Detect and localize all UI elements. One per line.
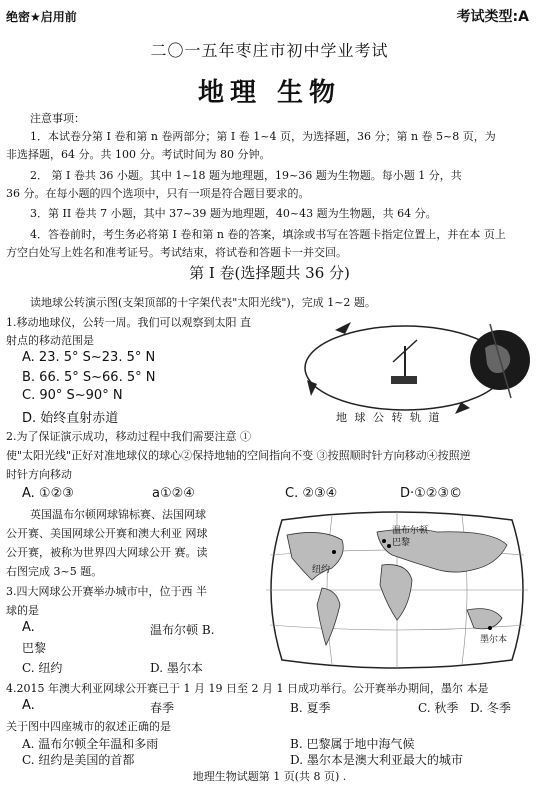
notice-heading: 注意事项： [30, 112, 85, 125]
city-marker-melbourne [488, 626, 492, 630]
q3-option-a-text[interactable]: 温布尔顿 B. [150, 623, 215, 637]
q4-option-c[interactable]: C. 秋季 [418, 701, 459, 715]
notice-item-4-cont: 方空白处写上姓名和准考证号。考试结束，将试卷和答题卡一并交回。 [6, 246, 347, 259]
q3-stem-cont: 球的是 [6, 604, 39, 617]
q4-option-a-text[interactable]: 春季 [150, 701, 175, 715]
q5-option-b[interactable]: B. 巴黎属于地中海气候 [290, 737, 415, 751]
q2-option-d[interactable]: D·①②③© [400, 486, 463, 501]
q5-option-d[interactable]: D. 墨尔本是澳大利亚最大的城市 [290, 753, 463, 767]
tennis-intro: 英国温布尔顿网球锦标赛、法国网球 [30, 508, 206, 521]
section-heading: 第 I 卷(选择题共 36 分) [189, 264, 350, 282]
page-footer: 地理生物试题第 1 页(共 8 页) . [192, 770, 347, 783]
q1-option-a[interactable]: A. 23. 5° S~23. 5° N [22, 350, 156, 365]
q1-option-b[interactable]: B. 66. 5° S~66. 5° N [22, 370, 156, 385]
q1-stem: 1.移动地球仪，公转一周。我们可以观察到太阳 直 [6, 316, 251, 329]
q5-option-c[interactable]: C. 纽约是美国的首都 [22, 753, 135, 767]
q4-option-b[interactable]: B. 夏季 [290, 701, 331, 715]
q3-stem: 3.四大网球公开赛举办城市中，位于西 半 [6, 585, 207, 598]
map-label-paris: 巴黎 [392, 538, 411, 548]
q1-option-c[interactable]: C. 90° S~90° N [22, 388, 123, 403]
q4-option-d[interactable]: D. 冬季 [470, 701, 511, 715]
notice-item-1-cont: 非选择题，64 分。共 100 分。考试时间为 80 分钟。 [6, 148, 271, 161]
tennis-intro-2: 公开赛、美国网球公开赛和澳大利亚 网球 [6, 527, 208, 540]
q2-option-b[interactable]: a①②④ [152, 486, 195, 501]
map-label-newyork: 纽约 [312, 565, 331, 575]
orbit-label: 地 球 公 转 轨 道 [336, 411, 442, 424]
subject-title: 地理 生物 [197, 78, 342, 108]
orbit-arrow [307, 380, 317, 396]
q2-stem-cont: 使"太阳光线"正好对准地球仪的球心②保持地轴的空间指向不变 ③按照顺时针方向移动④按照逆 [6, 449, 471, 462]
city-marker-paris [387, 544, 391, 548]
notice-item-3: 3．第 II 卷共 7 小题，其中 37~39 题为地理题，40~43 题为生物题，共 64 分。 [30, 207, 437, 220]
q2-stem: 2.为了保证演示成功，移动过程中我们需要注意 ① [6, 430, 251, 443]
q2-stem-cont2: 时针方向移动 [6, 468, 72, 481]
q3-option-c[interactable]: C. 纽约 [22, 661, 63, 675]
q3-option-d[interactable]: D. 墨尔本 [150, 661, 203, 675]
q4-stem: 4.2015 年澳大利亚网球公开赛已于 1 月 19 日至 2 月 1 日成功举行。公开赛举办期间，墨尔 本是 [6, 682, 489, 695]
q5-stem: 关于图中四座城市的叙述正确的是 [6, 720, 171, 733]
notice-item-2-cont: 36 分。在每小题的四个选项中，只有一项是符合题目要求的。 [6, 187, 310, 200]
exam-title: 二〇一五年枣庄市初中学业考试 [150, 41, 389, 60]
question-intro: 读地球公转演示图(支架顶部的十字架代表"太阳光线")，完成 1~2 题。 [30, 296, 376, 309]
q1-stem-cont: 射点的移动范围是 [6, 334, 94, 347]
city-marker-newyork [332, 550, 336, 554]
q5-option-a[interactable]: A. 温布尔顿全年温和多雨 [22, 737, 159, 751]
orbit-arrow [335, 322, 351, 334]
q1-option-d[interactable]: D. 始终直射赤道 [22, 411, 119, 426]
city-marker-wimbledon [382, 539, 386, 543]
exam-type-label: 考试类型:A [456, 9, 529, 25]
notice-item-4: 4．答卷前时，考生务必将第 I 卷和第 n 卷的答案，填涂或书写在答题卡指定位置上，并在本 页上 [30, 228, 506, 241]
map-label-melbourne: 墨尔本 [480, 635, 508, 645]
tennis-intro-4: 右图完成 3~5 题。 [6, 565, 103, 578]
tennis-intro-3: 公开赛，被称为世界四大网球公开 赛。读 [6, 546, 208, 559]
notice-item-2: 2． 第 I 卷共 36 小题。其中 1~18 题为地理题，19~36 题为生物题。每小题 1 分，共 [30, 169, 462, 182]
q3-option-b-text[interactable]: 巴黎 [22, 641, 47, 655]
q2-option-c[interactable]: C. ②③④ [285, 486, 338, 501]
confidential-label: 绝密★启用前 [6, 10, 77, 24]
map-label-wimbledon: 温布尔顿 [392, 526, 429, 536]
stand-base [391, 376, 417, 384]
q4-option-a[interactable]: A. [22, 698, 35, 713]
q3-option-a[interactable]: A. [22, 620, 35, 635]
notice-item-1: 1．本试卷分第 I 卷和第 n 卷两部分；第 I 卷 1~4 页，为选择题，36 分；第 n 卷 5~8 页，为 [30, 130, 496, 143]
q2-option-a[interactable]: A. ①②③ [22, 486, 74, 501]
